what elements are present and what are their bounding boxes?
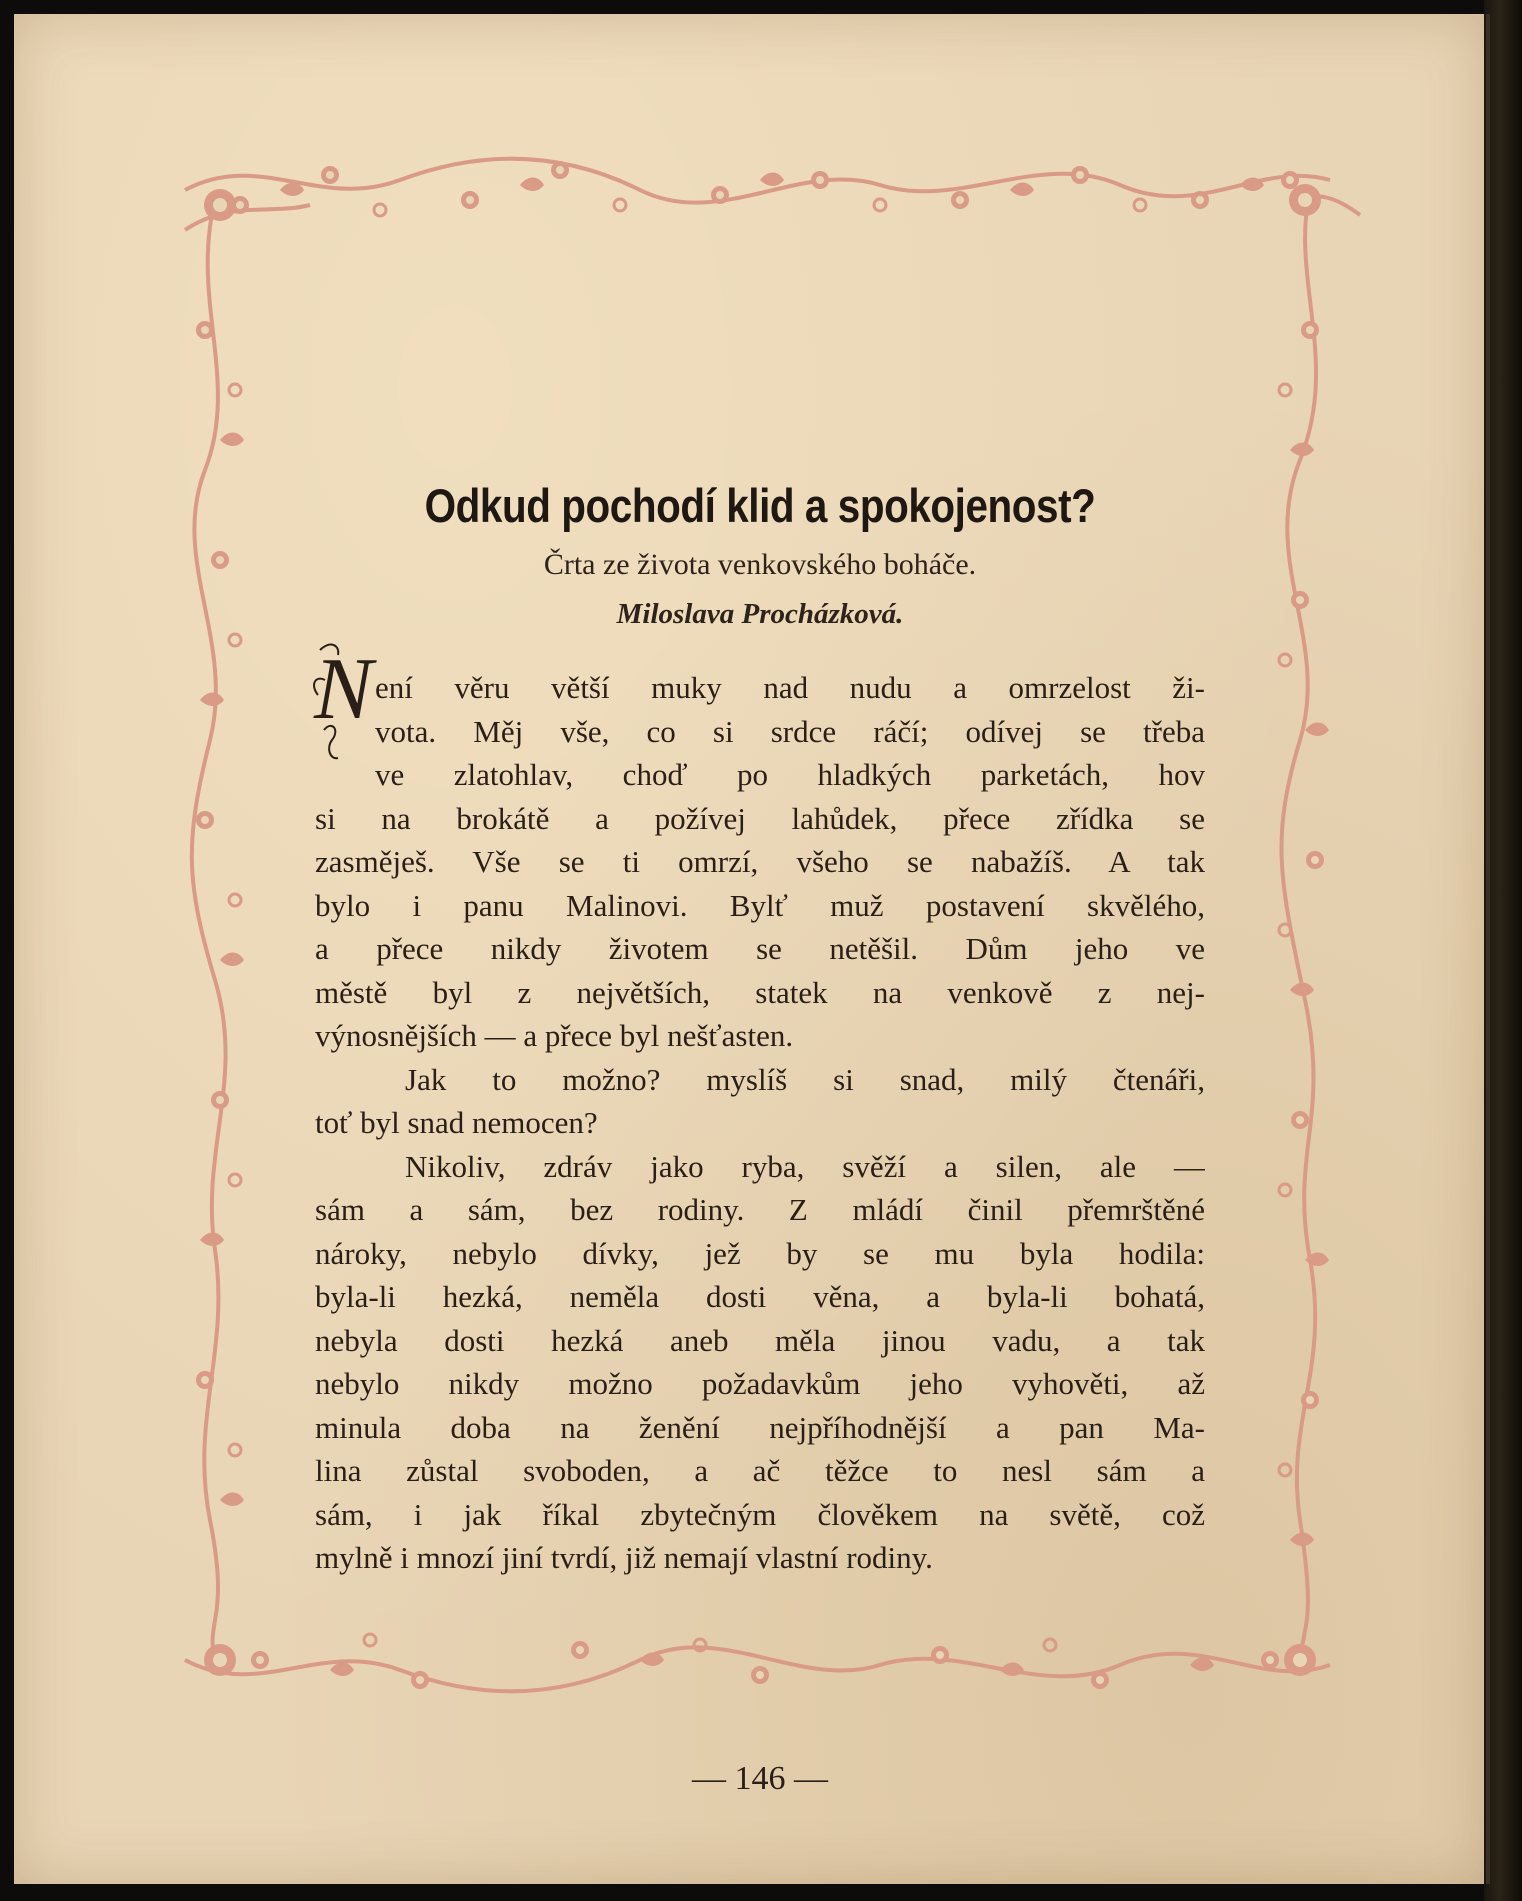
text-line: mylně i mnozí jiní tvrdí, již nemají vlastní rodiny.	[315, 1540, 933, 1575]
text-line: ení věru větší muky nad nudu a omrzelost ži-	[375, 670, 1205, 705]
text-line: nebylo nikdy možno požadavkům jeho vyhověti, až	[315, 1366, 1205, 1401]
text-line: zasměješ. Vše se ti omrzí, všeho se nabažíš. A tak	[315, 844, 1205, 879]
top-vine	[185, 159, 1360, 230]
article-author: Miloslava Procházková.	[616, 598, 904, 630]
text-line: sám a sám, bez rodiny. Z mládí činil přemrštěné	[315, 1192, 1205, 1227]
text-line: lina zůstal svoboden, a ač těžce to nesl sám a	[315, 1453, 1205, 1488]
text-line: výnosnějších — a přece byl nešťasten.	[315, 1018, 794, 1053]
text-line: ve zlatohlav, choď po hladkých parketách, hov	[375, 757, 1205, 792]
article-subtitle: Črta ze života venkovského boháče.	[543, 548, 977, 581]
text-line: Jak to možno? myslíš si snad, milý čtenáři,	[405, 1061, 1205, 1097]
text-line: minula doba na ženění nejpříhodnější a pan Ma-	[315, 1409, 1205, 1445]
text-line: vota. Měj vše, co si srdce ráčí; odívej se třeba	[375, 713, 1205, 749]
text-line: nebyla dosti hezká aneb měla jinou vadu, a tak	[315, 1322, 1205, 1358]
text-line: bylo i panu Malinovi. Bylť muž postavení skvělého,	[315, 887, 1205, 923]
text-line: nároky, nebylo dívky, jež by se mu byla hodila:	[315, 1235, 1205, 1271]
text-line: městě byl z největších, statek na venkově z nej-	[315, 974, 1205, 1010]
text-line: toť byl snad nemocen?	[315, 1105, 598, 1140]
left-vine	[192, 200, 226, 1660]
article-title: Odkud pochodí klid a spokojenost?	[424, 479, 1096, 532]
text-line: si na brokátě a požívej lahůdek, přece zřídka se	[315, 800, 1205, 836]
text-line: sám, i jak říkal zbytečným člověkem na světě, což	[315, 1496, 1205, 1532]
text-line: a přece nikdy životem se netěšil. Dům jeho ve	[315, 931, 1205, 966]
page-number: — 146 —	[692, 1760, 828, 1797]
text-line: Nikoliv, zdráv jako ryba, svěží a silen, ale —	[405, 1148, 1205, 1184]
text-line: byla-li hezká, neměla dosti věna, a byla-li bohatá,	[315, 1279, 1205, 1314]
drop-cap: N	[314, 641, 373, 738]
